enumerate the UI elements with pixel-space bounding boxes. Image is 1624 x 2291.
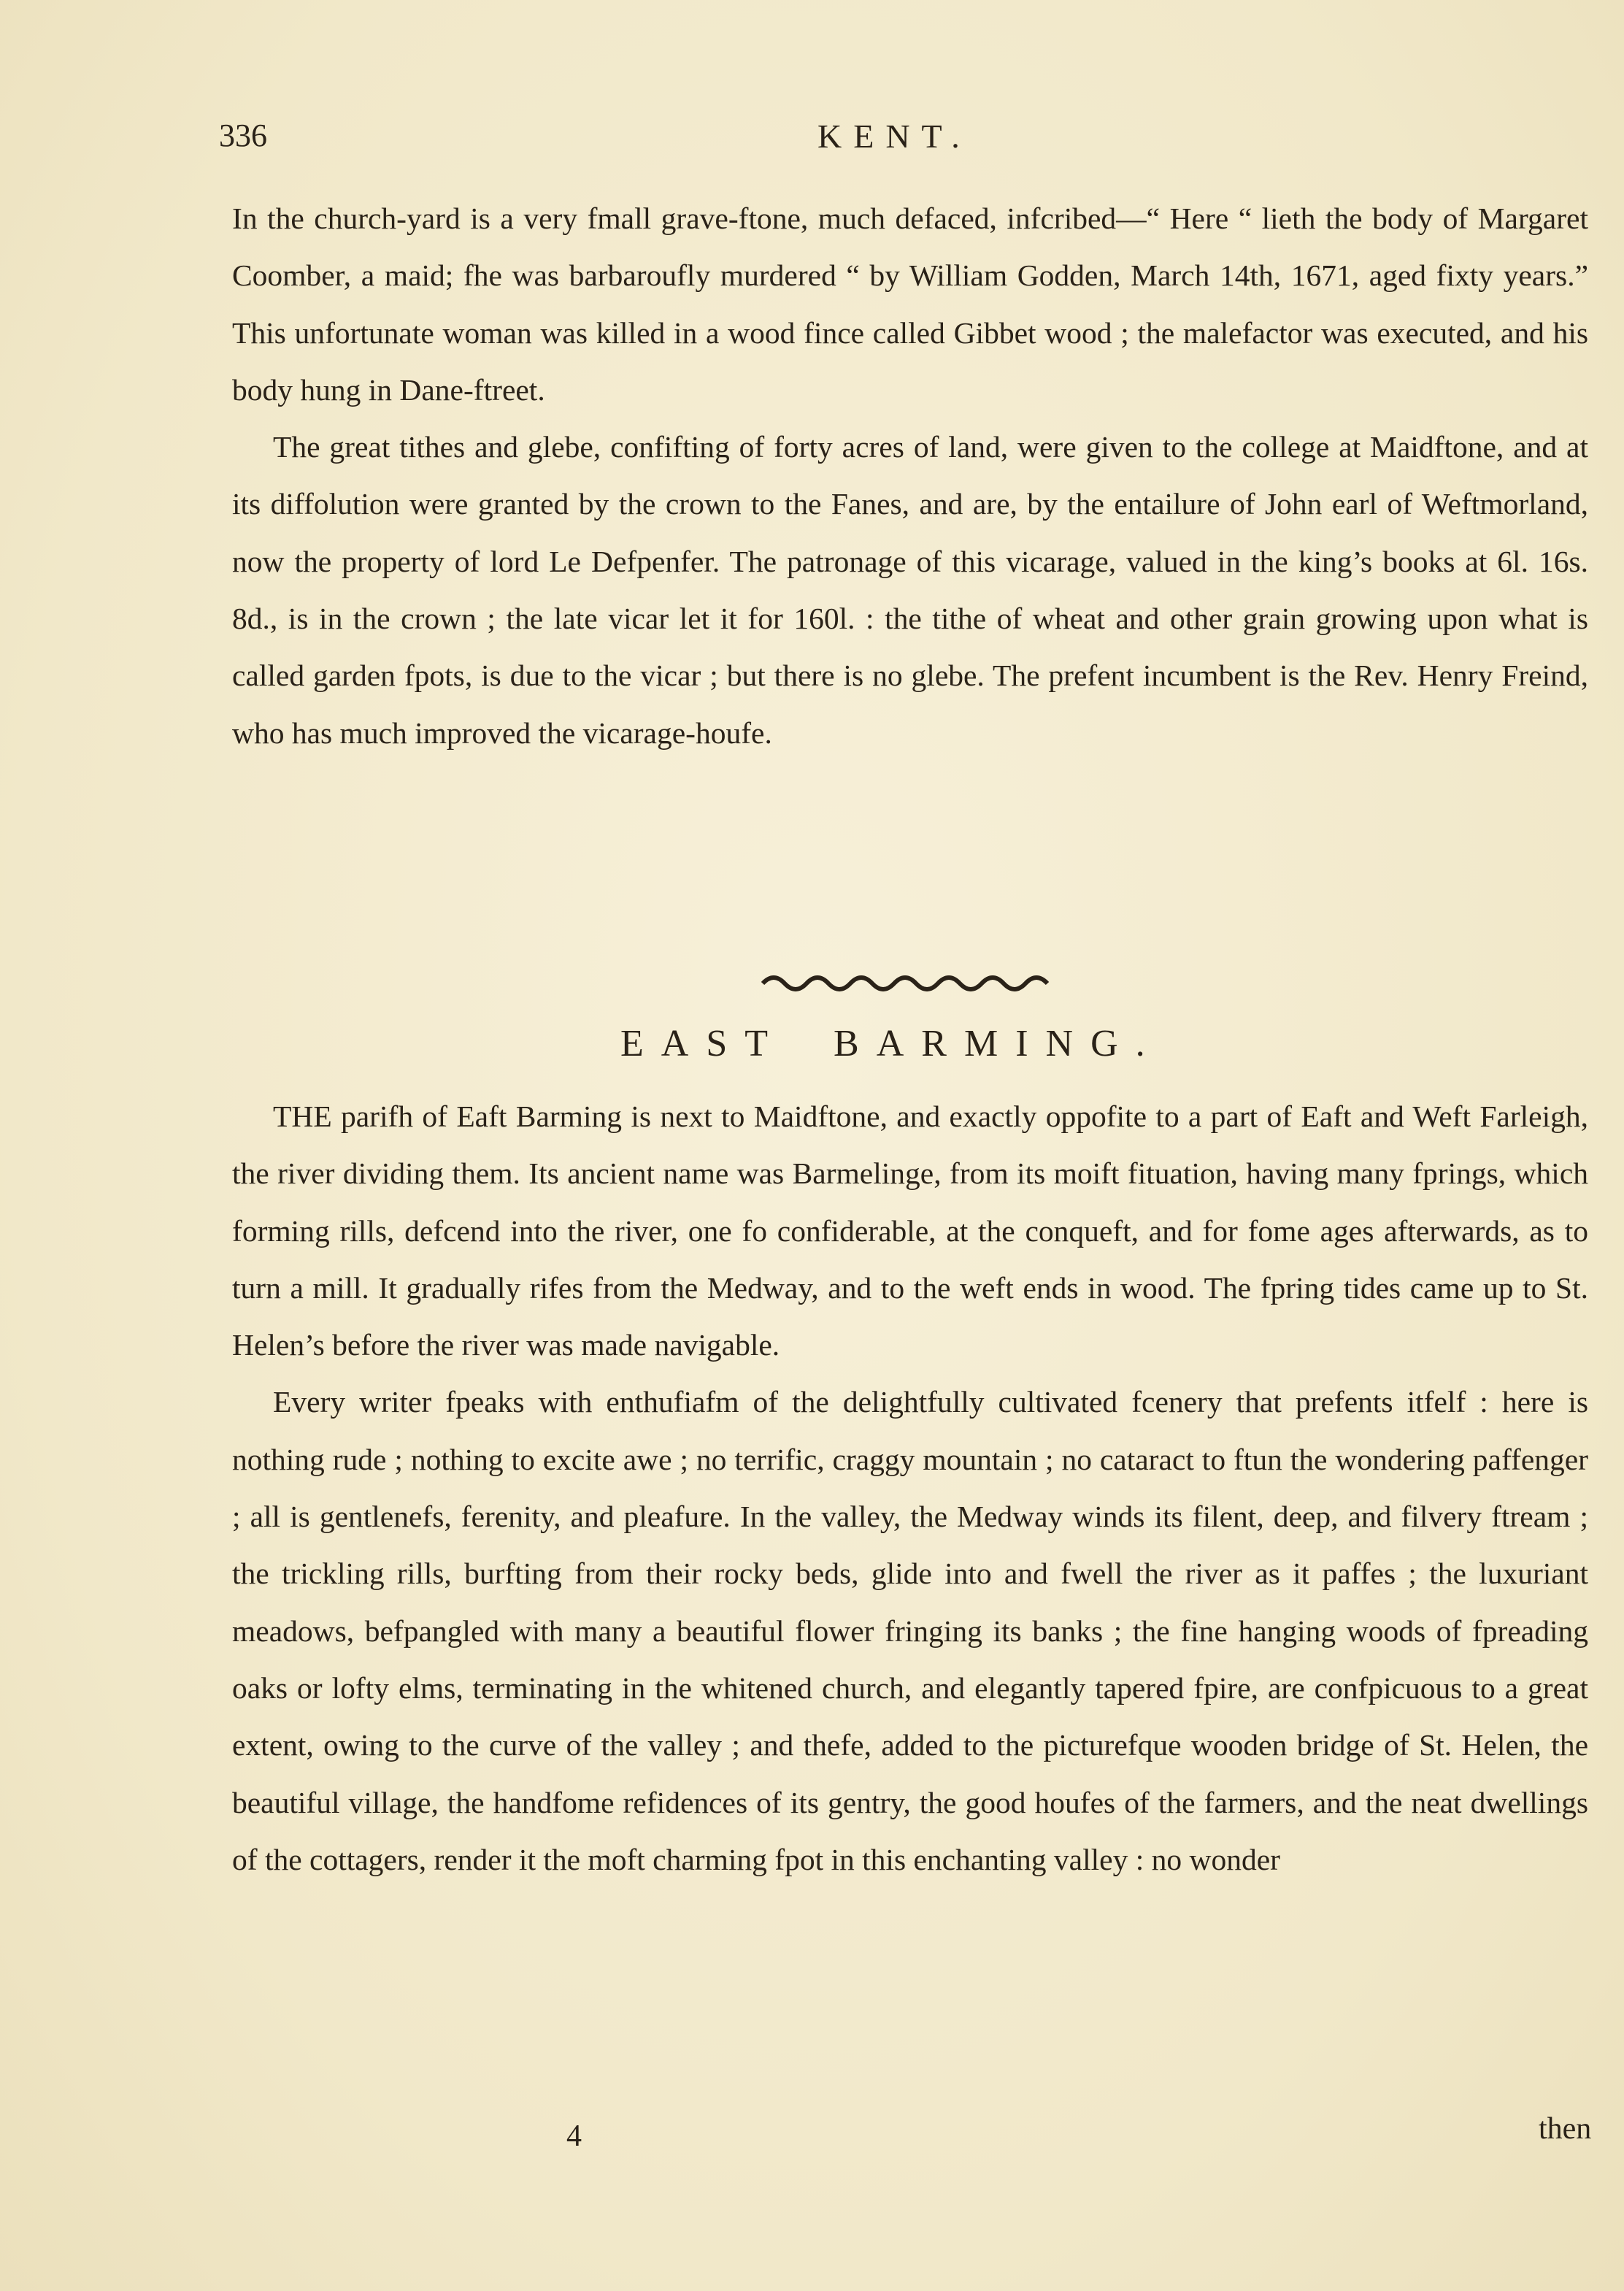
signature-mark: 4 [566, 2119, 582, 2153]
running-title: KENT. [817, 118, 971, 155]
page-header [219, 117, 1591, 175]
section-title: EAST BARMING. [620, 1023, 1163, 1064]
paragraph-parish: THE parifh of Eaft Barming is next to Maidftone, and exactly oppofite to a part of Eaft and Weft Farleigh, the river dividing them. Its ancient name was Barmelinge, from its moift fituation, having many fprings, which forming rills, defcend into the river, one fo confiderable, at the conqueft, and for fome ages afterwards, as to turn a mill. It gradually rifes from the Medway, and to the weft ends in wood. The fpring tides came up to St. Helen’s before the river was made navigable. [232, 1100, 1588, 1362]
ornament-divider-icon [759, 967, 1058, 994]
paragraph-scenery: Every writer fpeaks with enthufiafm of the delightfully cultivated fcenery that prefents itfelf : here is nothing rude ; nothing to excite awe ; no terrific, craggy mountain ; no cataract to ftun the wondering paffenger ; all is gentlenefs, ferenity, and pleafure. In the valley, the Medway winds its filent, deep, and filvery ftream ; the trickling rills, burfting from their rocky beds, glide into and fwell the river as it paffes ; the luxuriant meadows, befpangled with many a beautiful flower fringing its banks ; the fine hanging woods of fpreading oaks or lofty elms, terminating in the whitened church, and elegantly tapered fpire, are confpicuous to a great extent, owing to the curve of the valley ; and thefe, added to the picturefque wooden bridge of St. Helen, the beautiful village, the handfome refidences of its gentry, the good houfes of the farmers, and the neat dwellings of the cottagers, render it the moft charming fpot in this enchanting valley : no wonder [232, 1385, 1588, 1876]
paragraph-gravestone: In the church-yard is a very fmall grave-ftone, much defaced, infcribed—“ Here “ lieth the body of Margaret Coomber, a maid; fhe was barbaroufly murdered “ by William Godden, March 14th, 1671, aged fixty years.” This unfortunate woman was killed in a wood fince called Gibbet wood ; the malefactor was executed, and his body hung in Dane-ftreet. [232, 202, 1588, 407]
east-barming-text [232, 1088, 1588, 1888]
catchword: then [1539, 2112, 1592, 2146]
paragraph-tithes: The great tithes and glebe, confifting of forty acres of land, were given to the college at Maidftone, and at its diffolution were granted by the crown to the Fanes, and are, by the entailure of John earl of Weftmorland, now the property of lord Le Defpenfer. The patronage of this vicarage, valued in the king’s books at 6l. 16s. 8d., is in the crown ; the late vicar let it for 160l. : the tithe of wheat and other grain growing upon what is called garden fpots, is due to the vicar ; but there is no glebe. The prefent incumbent is the Rev. Henry Freind, who has much improved the vicarage-houfe. [232, 430, 1588, 750]
church-yard-text [232, 190, 1588, 761]
page-number: 336 [219, 118, 267, 153]
